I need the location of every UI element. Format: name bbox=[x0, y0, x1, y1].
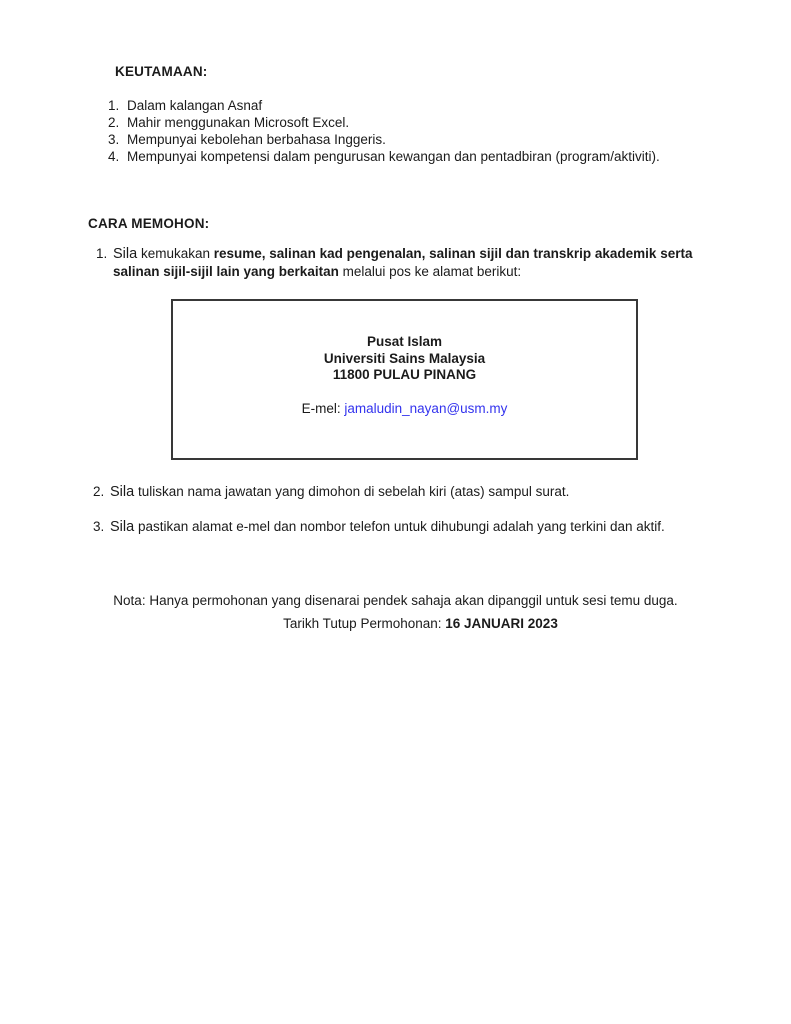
list-item bbox=[108, 148, 660, 165]
note-text: Nota: Hanya permohonan yang disenarai pendek sahaja akan dipanggil untuk sesi temu duga. bbox=[113, 593, 678, 608]
text-segment: Sila bbox=[113, 246, 138, 262]
address-line: Universiti Sains Malaysia bbox=[323, 350, 486, 366]
list-item-number: 4. bbox=[108, 149, 120, 164]
email-line bbox=[173, 401, 636, 418]
cara-item-2 bbox=[93, 483, 569, 501]
list-item-number: 2. bbox=[108, 115, 120, 130]
address-line: 11800 PULAU PINANG bbox=[332, 367, 477, 382]
email-label: E-mel: bbox=[301, 400, 341, 416]
list-item-number: 2. bbox=[93, 484, 105, 499]
text-segment: melalui pos ke alamat berikut: bbox=[338, 264, 522, 279]
list-item-number: 1. bbox=[96, 246, 108, 261]
list-item bbox=[108, 97, 660, 114]
text-segment: kemukakan bbox=[140, 246, 210, 261]
list-item-text: Dalam kalangan Asnaf bbox=[127, 98, 263, 113]
text-segment: Sila bbox=[110, 484, 135, 500]
bold-text-segment: resume, salinan kad pengenalan, salinan sijil dan transkrip akademik serta bbox=[213, 246, 693, 261]
cara-item-3 bbox=[93, 518, 665, 536]
cara-item-1-text bbox=[113, 245, 692, 280]
keutamaan-heading: KEUTAMAAN: bbox=[115, 64, 208, 79]
cara-item-3-text bbox=[110, 518, 665, 536]
list-item-number: 3. bbox=[108, 132, 120, 147]
list-item-text: Mempunyai kebolehan berbahasa Inggeris. bbox=[127, 132, 386, 147]
bold-text-segment: salinan sijil-sijil lain yang berkaitan bbox=[113, 264, 339, 279]
cara-item-2-text bbox=[110, 483, 569, 501]
closing-date-value: 16 JANUARI 2023 bbox=[445, 616, 558, 631]
address-line: Pusat Islam bbox=[366, 334, 443, 349]
list-item-number: 3. bbox=[93, 519, 105, 534]
list-item-number: 1. bbox=[108, 98, 120, 113]
keutamaan-list bbox=[108, 97, 660, 165]
closing-date-label: Tarikh Tutup Permohonan: bbox=[283, 616, 442, 631]
cara-memohon-heading: CARA MEMOHON: bbox=[88, 216, 210, 231]
text-segment: pastikan alamat e-mel dan nombor telefon untuk dihubungi adalah yang terkini dan aktif. bbox=[137, 519, 665, 534]
email-link[interactable]: jamaludin_nayan@usm.my bbox=[344, 400, 508, 416]
text-segment: Sila bbox=[110, 519, 135, 535]
cara-item-1 bbox=[96, 245, 692, 280]
list-item bbox=[108, 114, 660, 131]
list-item-text: Mempunyai kompetensi dalam pengurusan kewangan dan pentadbiran (program/aktiviti). bbox=[127, 149, 660, 164]
list-item bbox=[108, 131, 660, 148]
text-segment: tuliskan nama jawatan yang dimohon di sebelah kiri (atas) sampul surat. bbox=[137, 484, 570, 499]
list-item-text: Mahir menggunakan Microsoft Excel. bbox=[127, 115, 350, 130]
address-box bbox=[171, 299, 638, 460]
closing-date-line bbox=[50, 615, 791, 632]
